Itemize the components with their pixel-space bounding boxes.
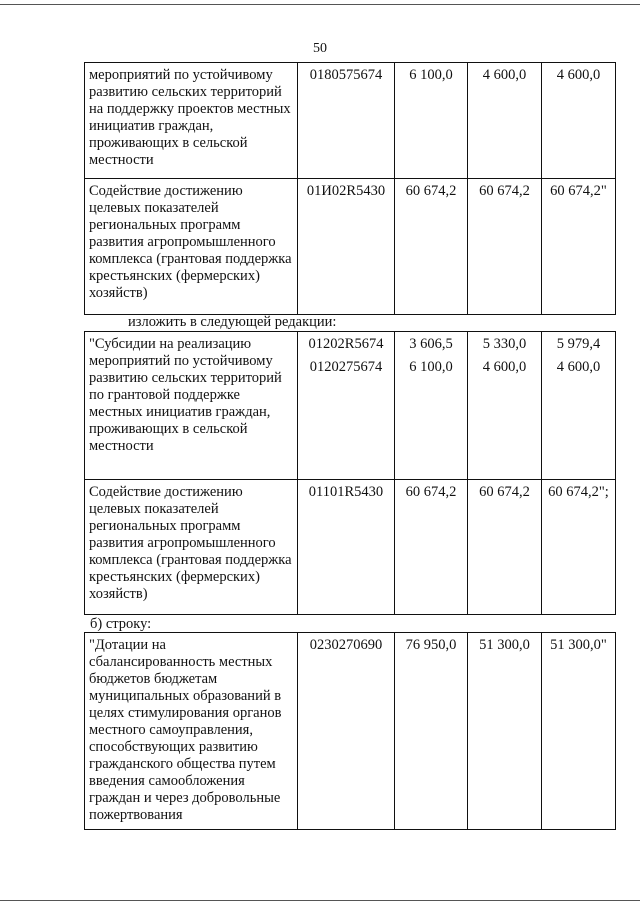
bottom-scan-edge bbox=[0, 900, 640, 901]
cell-name: Содействие достижению целевых показателей региональных программ развития агропромышленного комплекса (грантовая поддержка крестьянских (фермерских) хозяйств) bbox=[85, 179, 298, 315]
cell-name: "Дотации на сбалансированность местных бюджетов бюджетам муниципальных образований в целях стимулирования органов местного самоуправления, способствующих развитию гражданского общества путем введения самообложения граждан и через добровольные пожертвования bbox=[85, 633, 298, 830]
cell-value-2-line: 5 330,0 bbox=[482, 336, 527, 352]
cell-value-2-line: 51 300,0 bbox=[479, 637, 530, 653]
cell-value-3-line: 51 300,0" bbox=[550, 637, 607, 653]
cell-value-3 bbox=[542, 63, 616, 179]
page-number: 50 bbox=[313, 41, 327, 56]
cell-value-1 bbox=[395, 633, 468, 830]
cell-value-1 bbox=[395, 63, 468, 179]
cell-code bbox=[298, 332, 395, 480]
table-row bbox=[85, 63, 616, 179]
cell-value-3-line: 5 979,4 bbox=[556, 336, 601, 352]
cell-value-2 bbox=[468, 332, 542, 480]
cell-value-3-line: 4 600,0 bbox=[556, 67, 601, 83]
cell-code-line: 0120275674 bbox=[309, 359, 383, 375]
cell-value-1-line: 60 674,2 bbox=[405, 183, 457, 199]
cell-code-line: 01И02R5430 bbox=[306, 183, 386, 199]
caption-new-edition: изложить в следующей редакции: bbox=[128, 314, 337, 330]
cell-name: мероприятий по устойчивому развитию сельских территорий на поддержку проектов местных инициатив граждан, проживающих в сельской местности bbox=[85, 63, 298, 179]
cell-value-2-line: 60 674,2 bbox=[479, 484, 530, 500]
cell-value-1-line: 6 100,0 bbox=[409, 67, 453, 83]
cell-value-2 bbox=[468, 179, 542, 315]
table-row bbox=[85, 480, 616, 615]
cell-value-3 bbox=[542, 332, 616, 480]
cell-value-1 bbox=[395, 332, 468, 480]
table-row bbox=[85, 179, 616, 315]
caption-row-b: б) строку: bbox=[90, 616, 152, 632]
cell-code bbox=[298, 179, 395, 315]
cell-code bbox=[298, 633, 395, 830]
cell-value-3 bbox=[542, 179, 616, 315]
cell-name: Содействие достижению целевых показателей региональных программ развития агропромышленного комплекса (грантовая поддержка крестьянских (фермерских) хозяйств) bbox=[85, 480, 298, 615]
cell-value-2-line: 4 600,0 bbox=[482, 67, 527, 83]
cell-value-1 bbox=[395, 179, 468, 315]
cell-value-1-line: 6 100,0 bbox=[409, 359, 453, 375]
cell-value-3 bbox=[542, 633, 616, 830]
cell-value-2 bbox=[468, 63, 542, 179]
cell-value-1-line: 60 674,2 bbox=[405, 484, 457, 500]
budget-table-subsidies bbox=[84, 632, 616, 830]
cell-code bbox=[298, 480, 395, 615]
cell-code-line: 01101R5430 bbox=[308, 484, 384, 500]
cell-name: "Субсидии на реализацию мероприятий по устойчивому развитию сельских территорий по грантовой поддержке местных инициатив граждан, проживающих в сельской местности bbox=[85, 332, 298, 480]
cell-code bbox=[298, 63, 395, 179]
cell-value-3-line: 4 600,0 bbox=[556, 359, 601, 375]
cell-value-2-line: 60 674,2 bbox=[479, 183, 530, 199]
cell-value-2-line: 4 600,0 bbox=[482, 359, 527, 375]
cell-value-1-line: 3 606,5 bbox=[409, 336, 453, 352]
budget-table-original bbox=[84, 62, 616, 315]
cell-code-line: 0230270690 bbox=[309, 637, 383, 653]
cell-value-1 bbox=[395, 480, 468, 615]
cell-value-1-line: 76 950,0 bbox=[405, 637, 457, 653]
cell-value-3-line: 60 674,2" bbox=[550, 183, 607, 199]
table-row bbox=[85, 332, 616, 480]
cell-value-3 bbox=[542, 480, 616, 615]
table-row bbox=[85, 633, 616, 830]
cell-code-line: 0180575674 bbox=[309, 67, 383, 83]
cell-code-line: 01202R5674 bbox=[308, 336, 384, 352]
top-scan-edge bbox=[0, 4, 640, 5]
cell-value-2 bbox=[468, 633, 542, 830]
cell-value-3-line: 60 674,2"; bbox=[548, 484, 609, 500]
cell-value-2 bbox=[468, 480, 542, 615]
budget-table-new-edition bbox=[84, 331, 616, 615]
